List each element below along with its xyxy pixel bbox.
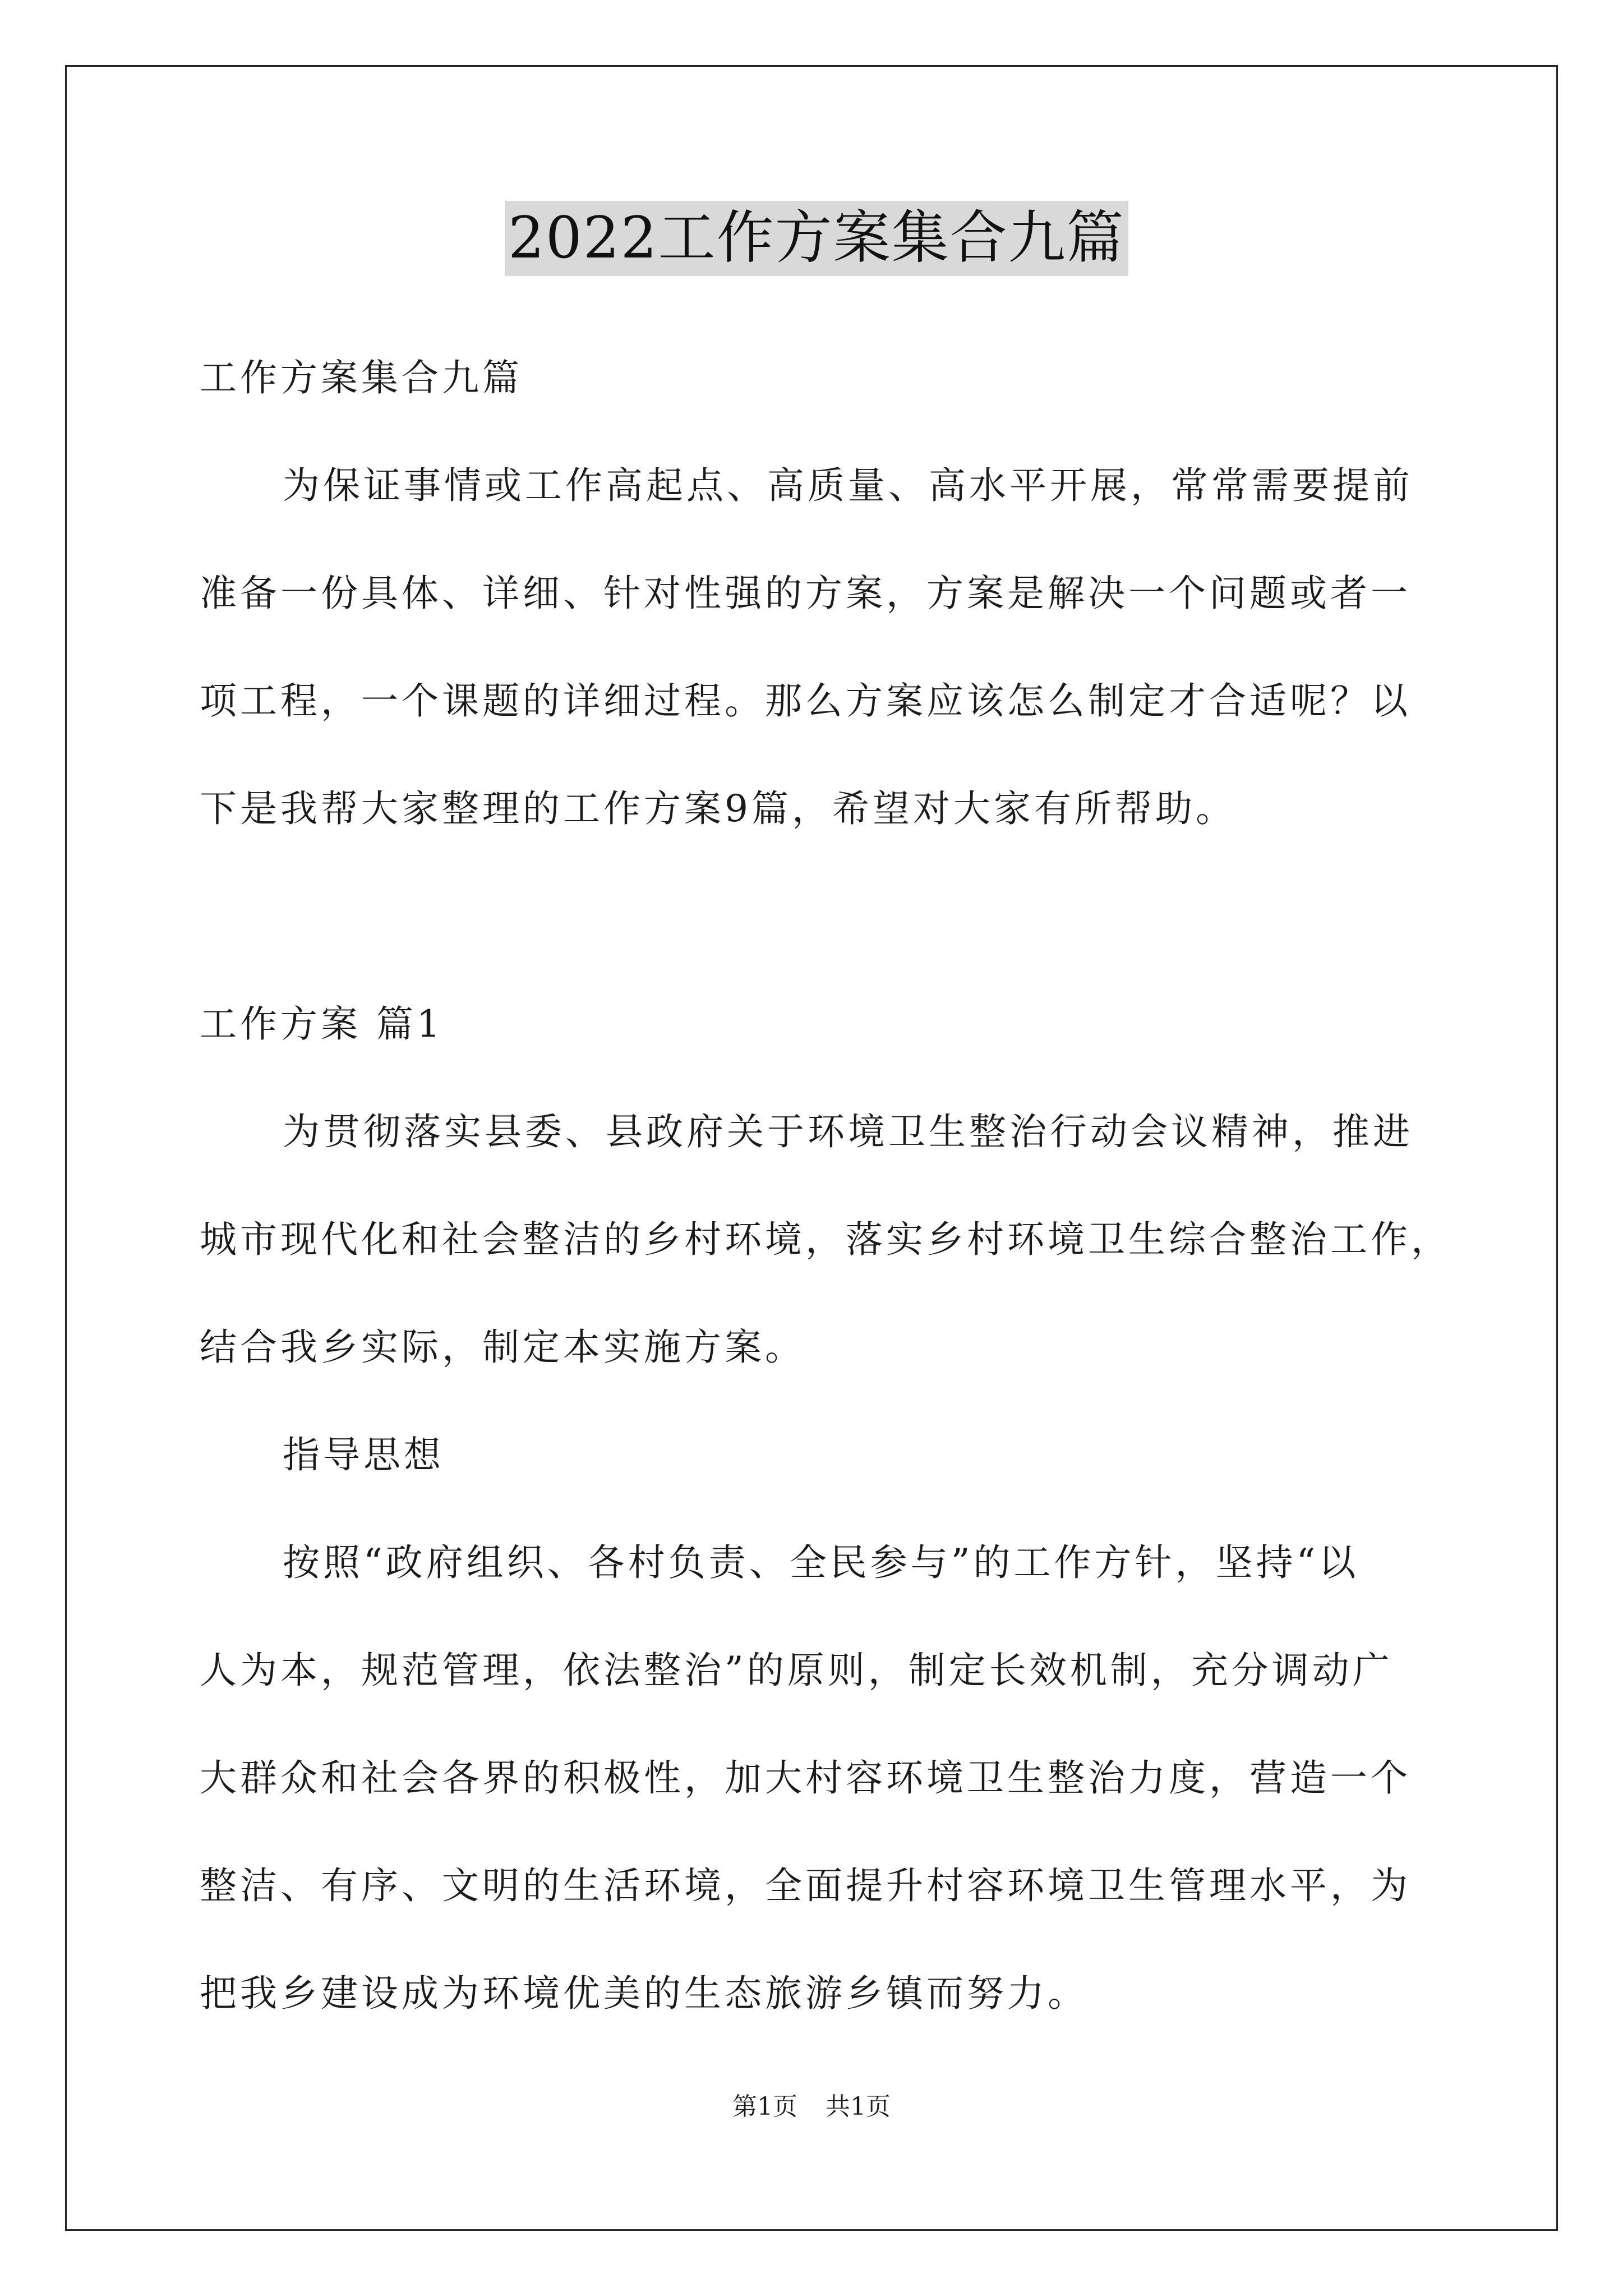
guiding-paragraph-line: 大群众和社会各界的积极性，加大村容环境卫生整治力度，营造一个 — [200, 1756, 1411, 1800]
guiding-paragraph-line: 按照“政府组织、各村负责、全民参与”的工作方针，坚持“以 — [283, 1541, 1359, 1584]
section-paragraph-line: 城市现代化和社会整洁的乡村环境，落实乡村环境卫生综合整治工作， — [200, 1218, 1451, 1261]
section-paragraph-line: 为贯彻落实县委、县政府关于环境卫生整治行动会议精神，推进 — [283, 1110, 1413, 1153]
intro-line: 准备一份具体、详细、针对性强的方案，方案是解决一个问题或者一 — [200, 572, 1411, 615]
document-subtitle: 工作方案集合九篇 — [200, 356, 523, 399]
guiding-paragraph-line: 人为本，规范管理，依法整治”的原则，制定长效机制，充分调动广 — [200, 1649, 1393, 1692]
intro-line: 下是我帮大家整理的工作方案9篇，希望对大家有所帮助。 — [200, 787, 1236, 830]
guiding-heading: 指导思想 — [283, 1433, 444, 1476]
intro-line: 项工程，一个课题的详细过程。那么方案应该怎么制定才合适呢？以 — [200, 679, 1411, 723]
section-heading: 工作方案 篇1 — [200, 1002, 444, 1046]
guiding-paragraph-line: 把我乡建设成为环境优美的生态旅游乡镇而努力。 — [200, 1972, 1088, 2015]
section-paragraph-line: 结合我乡实际，制定本实施方案。 — [200, 1326, 805, 1369]
page-footer — [0, 2091, 1623, 2123]
page-number: 第1页 — [732, 2092, 797, 2121]
page-total: 共1页 — [826, 2092, 891, 2121]
document-title: 2022工作方案集合九篇 — [505, 201, 1128, 276]
intro-line: 为保证事情或工作高起点、高质量、高水平开展，常常需要提前 — [283, 464, 1413, 507]
guiding-paragraph-line: 整洁、有序、文明的生活环境，全面提升村容环境卫生管理水平，为 — [200, 1864, 1411, 1907]
